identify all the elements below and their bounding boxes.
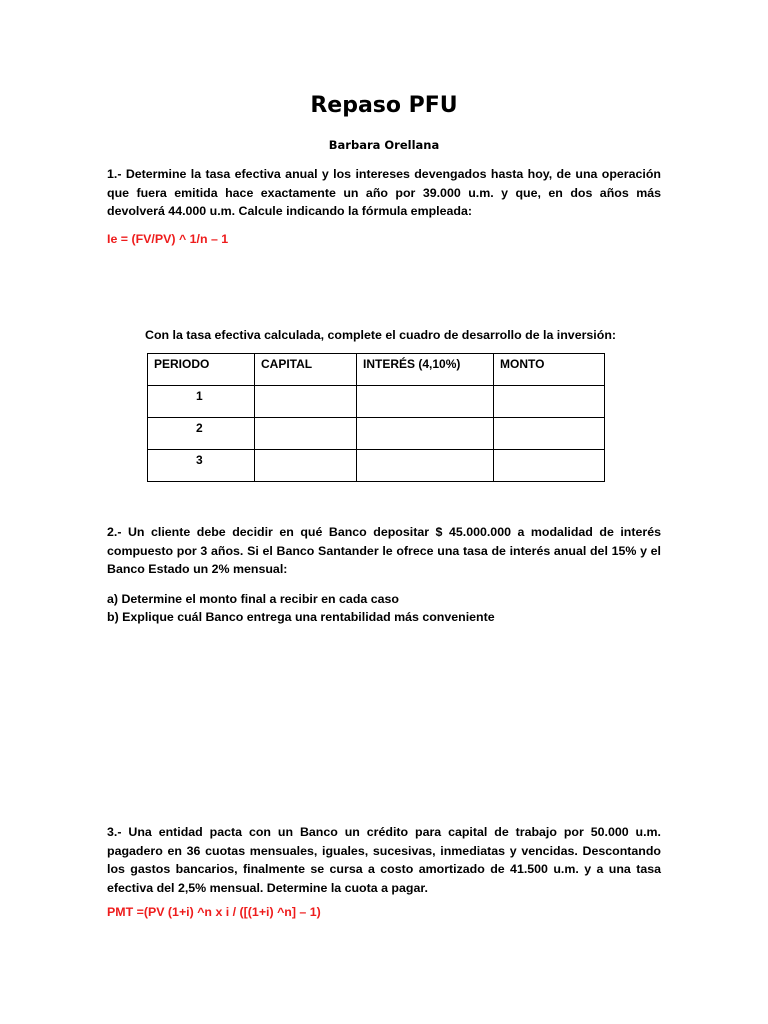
question-2-item-b: b) Explique cuál Banco entrega una rentabilidad más conveniente [107,610,495,624]
table-row [148,418,605,450]
question-3-text: 3.- Una entidad pacta con un Banco un crédito para capital de trabajo por 50.000 u.m. pagadero en 36 cuotas mensuales, iguales, sucesivas, inmediatas y vencidas. Descontando los gastos bancarios, finalmente se cursa a costo amortizado de 41.500 u.m. y a una tasa efectiva del 2,5% mensual. Determine la cuota a pagar. [107,825,661,895]
question-2-text: 2.- Un cliente debe decidir en qué Banco depositar $ 45.000.000 a modalidad de interés compuesto por 3 años. Si el Banco Santander le ofrece una tasa de interés anual del 15% y el Banco Estado un 2% mensual: [107,525,661,576]
document-author: Barbara Orellana [328,138,440,152]
cell-periodo: 1 [148,386,255,418]
question-2-item-a: a) Determine el monto final a recibir en cada caso [107,592,399,606]
cell-monto [494,450,605,482]
table-row [148,386,605,418]
cell-monto [494,418,605,450]
cell-periodo: 3 [148,450,255,482]
cell-capital [255,386,357,418]
cell-capital [255,418,357,450]
header-interes: INTERÉS (4,10%) [357,354,494,386]
cell-interes [357,450,494,482]
question-1-formula: Ie = (FV/PV) ^ 1/n – 1 [107,232,229,246]
question-3-formula: PMT =(PV (1+i) ^n x i / ([(1+i) ^n] – 1) [107,905,321,919]
cell-monto [494,386,605,418]
cell-interes [357,386,494,418]
table-row [148,450,605,482]
cell-capital [255,450,357,482]
cell-periodo: 2 [148,418,255,450]
question-1-text: 1.- Determine la tasa efectiva anual y los intereses devengados hasta hoy, de una operación que fuera emitida hace exactamente un año por 39.000 u.m. y que, en dos años más devolverá 44.000 u.m. Calcule indicando la fórmula empleada: [107,167,661,218]
header-monto: MONTO [494,354,605,386]
document-title: Repaso PFU [310,93,458,118]
table-intro: Con la tasa efectiva calculada, complete el cuadro de desarrollo de la inversión: [145,328,617,342]
header-capital: CAPITAL [255,354,357,386]
header-periodo: PERIODO [148,354,255,386]
cell-interes [357,418,494,450]
investment-table [147,353,605,482]
table-header-row [148,354,605,386]
